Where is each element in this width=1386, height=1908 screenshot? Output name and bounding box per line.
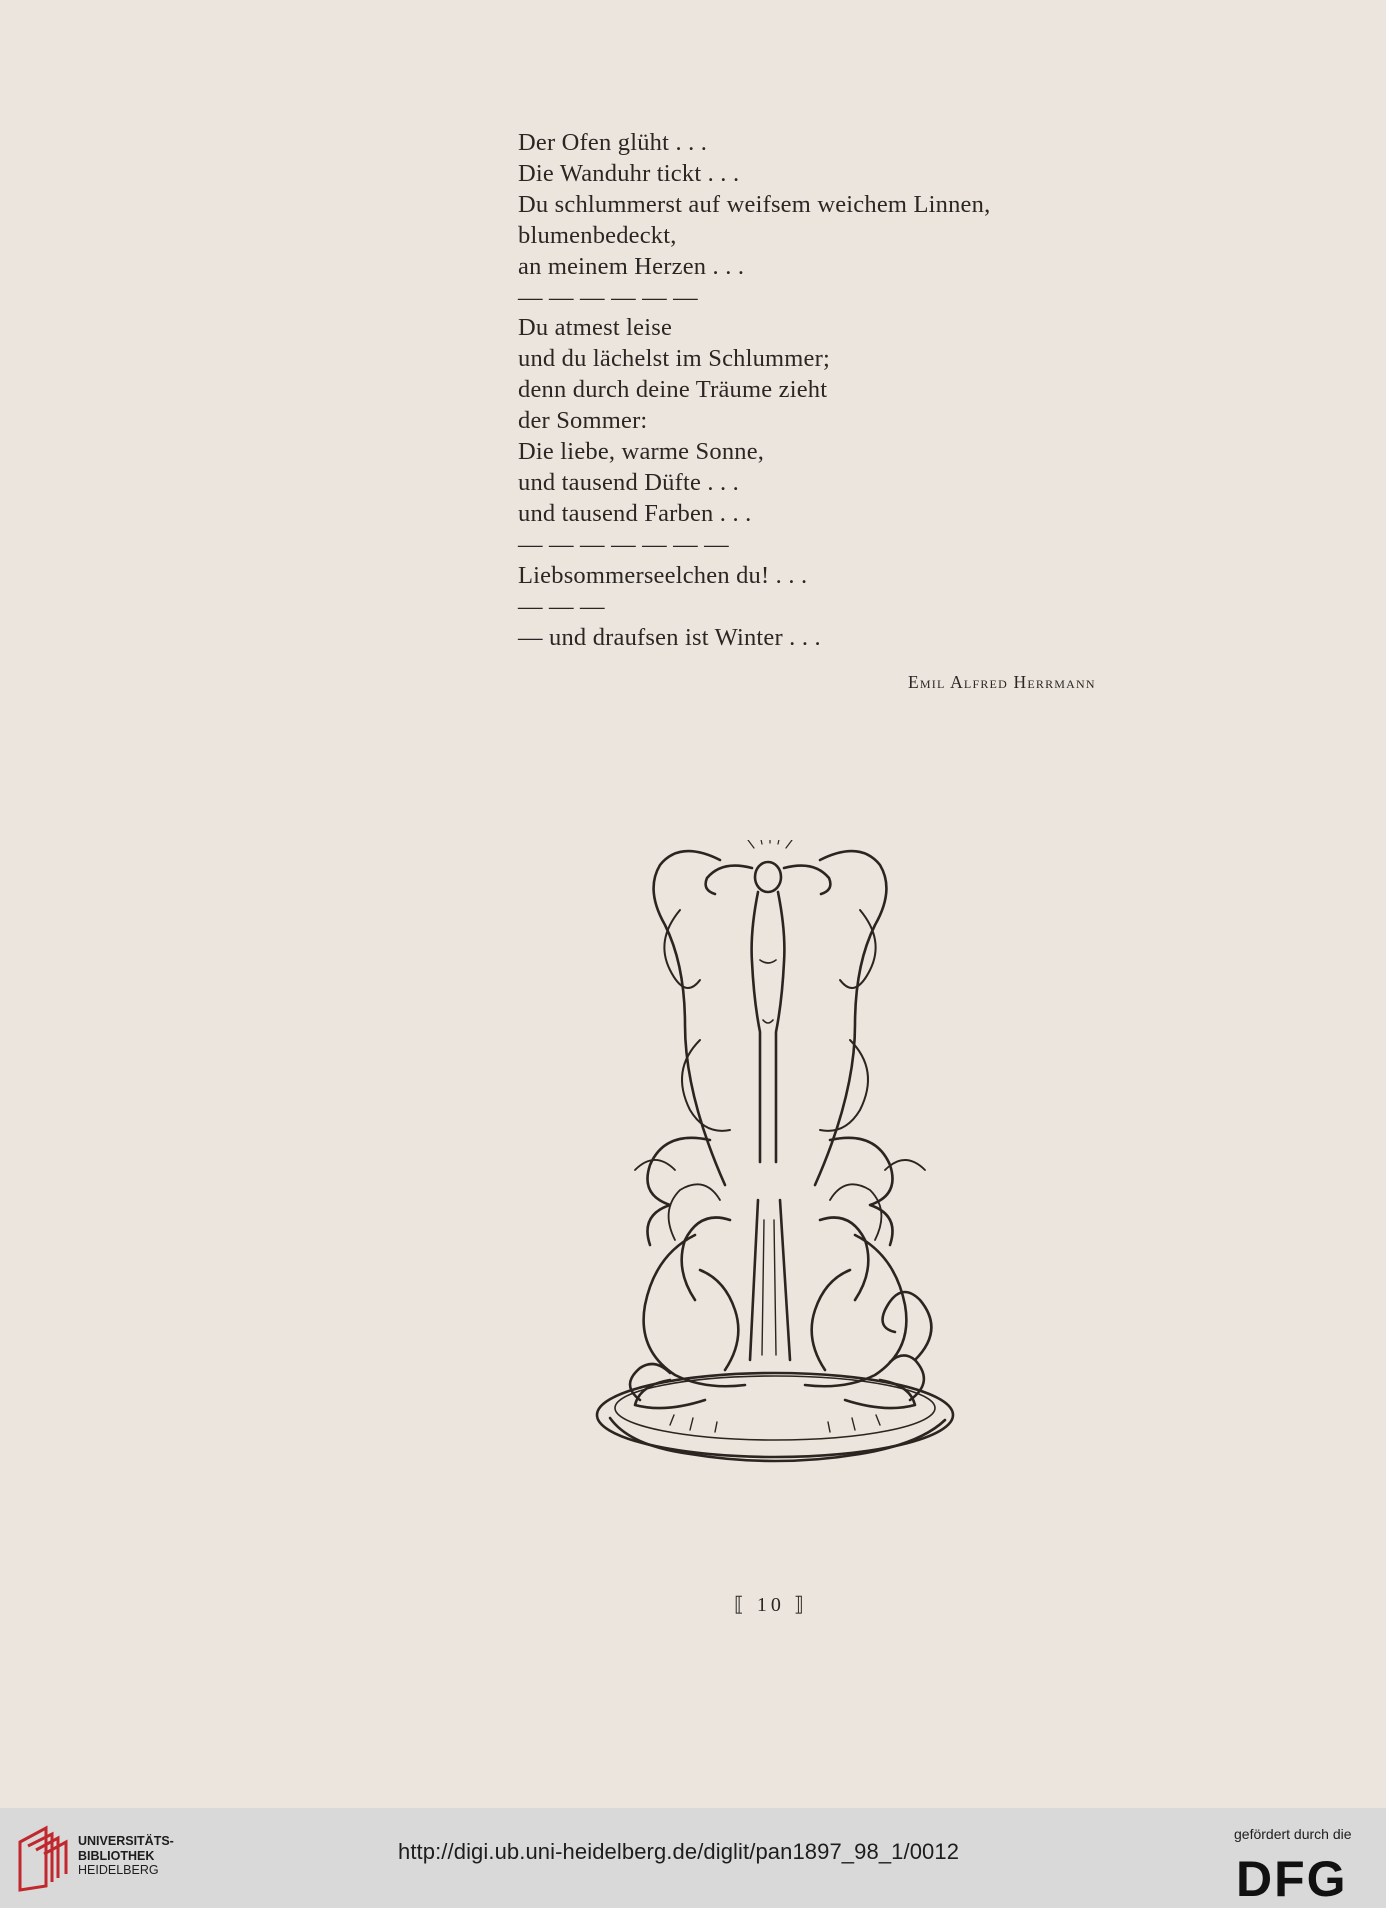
art-nouveau-figures-illustration [580,840,970,1490]
page-number: ⟦ 10 ⟧ [734,1594,808,1616]
library-logo-icon [16,1824,72,1894]
poem-line: — und draufsen ist Winter . . . [518,623,821,651]
poem-line: Liebsommerseelchen du! . . . [518,561,808,589]
poem-line: Die Wanduhr tickt . . . [518,159,740,187]
poem-line: Die liebe, warme Sonne, [518,438,765,466]
poem-line: an meinem Herzen . . . [518,252,745,280]
poem-line: Der Ofen glüht . . . [518,129,708,156]
poem-line: und tausend Düfte . . . [518,468,739,496]
poem-author: Emil Alfred Herrmann [908,672,1096,692]
funded-by-text: gefördert durch die [1234,1826,1352,1842]
poem-line: denn durch deine Träume zieht [518,376,828,404]
document-url-link[interactable]: http://digi.ub.uni-heidelberg.de/diglit/pan1897_98_1/0012 [398,1839,960,1864]
poem-line: und du lächelst im Schlummer; [518,345,831,373]
library-name-line: BIBLIOTHEK [78,1848,155,1863]
dfg-logo-text: DFG [1236,1851,1348,1902]
footer-bar [0,1808,1386,1908]
poem-line: — — — [518,592,605,620]
poem-line: blumenbedeckt, [518,221,677,249]
library-name [78,1834,174,1878]
library-name-line: HEIDELBERG [78,1863,159,1877]
poem-line: — — — — — — [518,283,698,311]
poem-line: und tausend Farben . . . [518,499,752,527]
poem-line: Du schlummerst auf weifsem weichem Linnen, [518,190,991,218]
poem-line: der Sommer: [518,407,648,435]
poem-text [518,128,1158,653]
poem-line: — — — — — — — [518,530,729,558]
library-name-line: UNIVERSITÄTS- [78,1834,174,1848]
poem-line: Du atmest leise [518,314,673,342]
dfg-logo [1236,1850,1366,1902]
